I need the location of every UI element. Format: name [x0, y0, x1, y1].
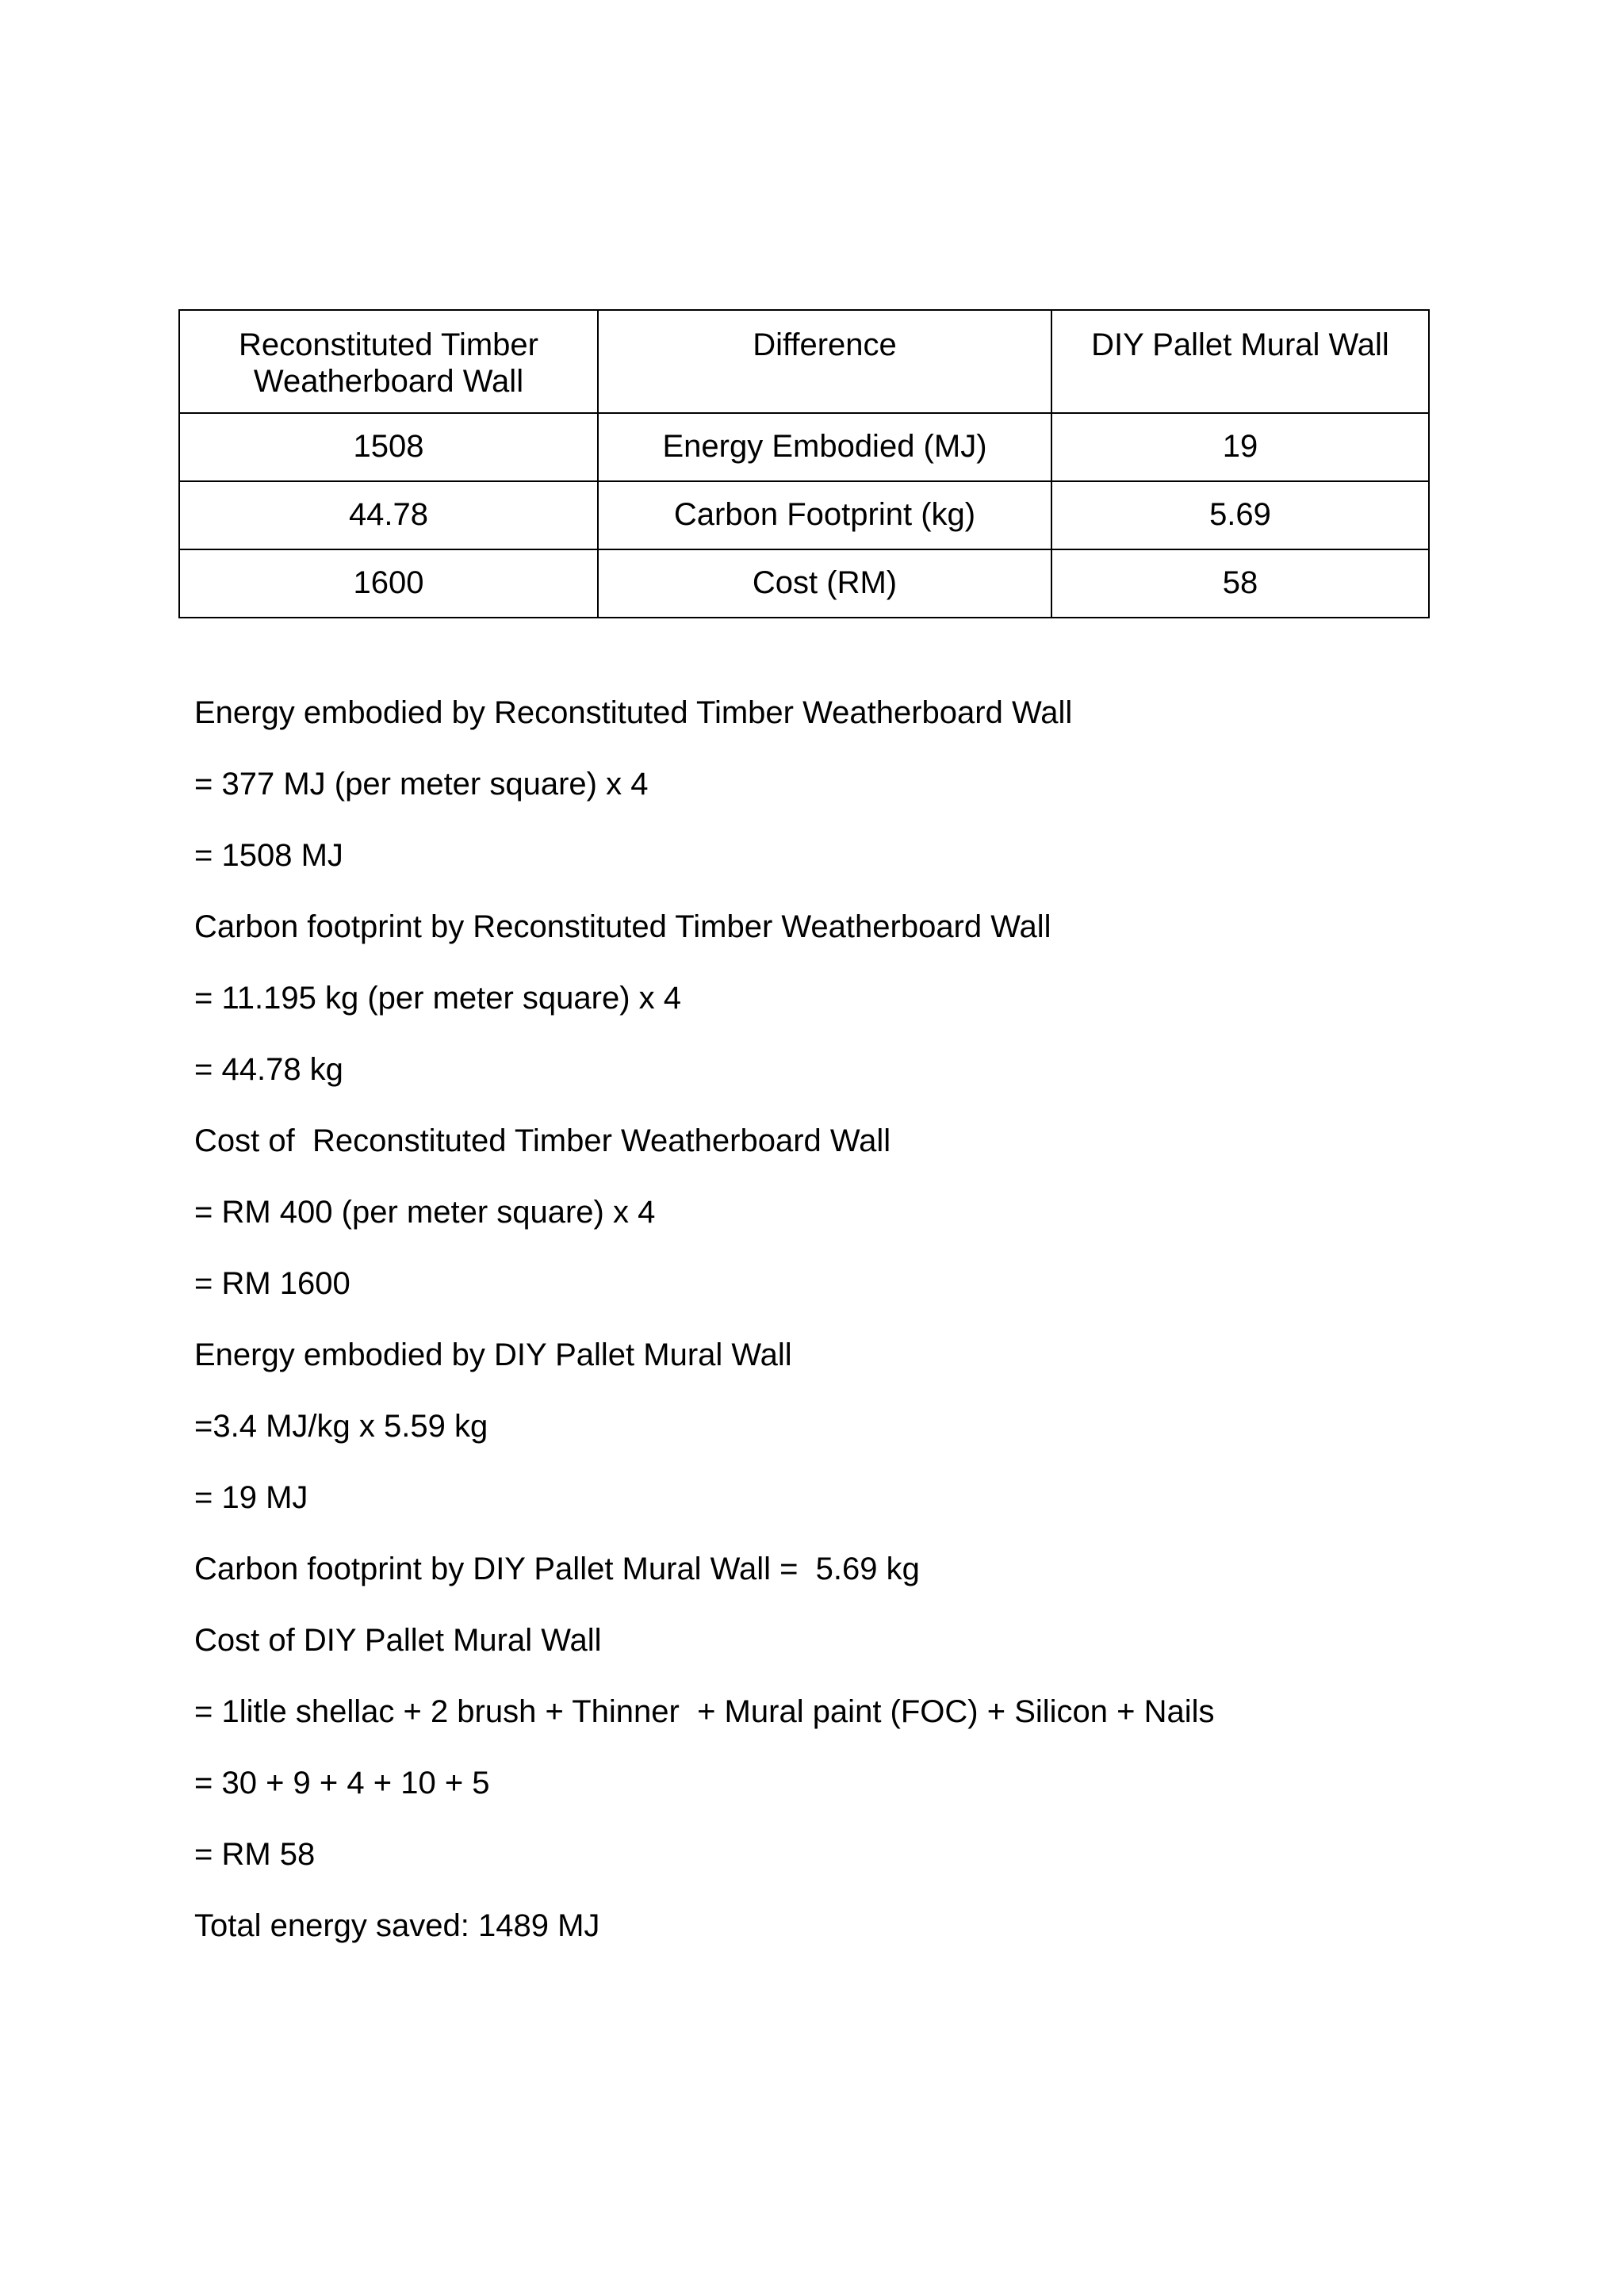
cell-value: 19: [1051, 413, 1429, 481]
text-line: Cost of DIY Pallet Mural Wall: [194, 1623, 602, 1658]
cell-metric: Energy Embodied (MJ): [598, 413, 1051, 481]
table-row: [179, 413, 1429, 481]
text-line: Carbon footprint by DIY Pallet Mural Wall = 5.69 kg: [194, 1552, 920, 1586]
cell-metric: Cost (RM): [598, 549, 1051, 618]
header-difference: Difference: [598, 310, 1051, 413]
text-line: Cost of Reconstituted Timber Weatherboard Wall: [194, 1123, 891, 1158]
cell-value: 1508: [179, 413, 598, 481]
text-line: = RM 1600: [194, 1266, 350, 1301]
text-line: = 44.78 kg: [194, 1052, 343, 1087]
table-header-row: [179, 310, 1429, 413]
text-line: = 1508 MJ: [194, 838, 343, 873]
text-line: Total energy saved: 1489 MJ: [194, 1908, 600, 1943]
text-line: Carbon footprint by Reconstituted Timber Weatherboard Wall: [194, 909, 1051, 944]
calculation-text: [194, 692, 1215, 1976]
cell-value: 1600: [179, 549, 598, 618]
cell-value: 5.69: [1051, 481, 1429, 549]
text-line: = 11.195 kg (per meter square) x 4: [194, 981, 682, 1016]
text-line: = 377 MJ (per meter square) x 4: [194, 767, 649, 802]
cell-value: 58: [1051, 549, 1429, 618]
text-line: Energy embodied by DIY Pallet Mural Wall: [194, 1337, 792, 1372]
text-line: = 1litle shellac + 2 brush + Thinner + Mural paint (FOC) + Silicon + Nails: [194, 1694, 1215, 1729]
text-line: = 19 MJ: [194, 1480, 308, 1515]
cell-metric: Carbon Footprint (kg): [598, 481, 1051, 549]
header-diy-pallet: DIY Pallet Mural Wall: [1051, 310, 1429, 413]
cell-value: 44.78: [179, 481, 598, 549]
comparison-table: [178, 309, 1430, 618]
text-line: =3.4 MJ/kg x 5.59 kg: [194, 1409, 488, 1444]
table-row: [179, 549, 1429, 618]
text-line: = 30 + 9 + 4 + 10 + 5: [194, 1766, 490, 1800]
text-line: = RM 58: [194, 1837, 316, 1872]
header-reconstituted-timber: Reconstituted Timber Weatherboard Wall: [179, 310, 598, 413]
text-line: Energy embodied by Reconstituted Timber Weatherboard Wall: [194, 695, 1073, 730]
table-row: [179, 481, 1429, 549]
text-line: = RM 400 (per meter square) x 4: [194, 1195, 656, 1230]
